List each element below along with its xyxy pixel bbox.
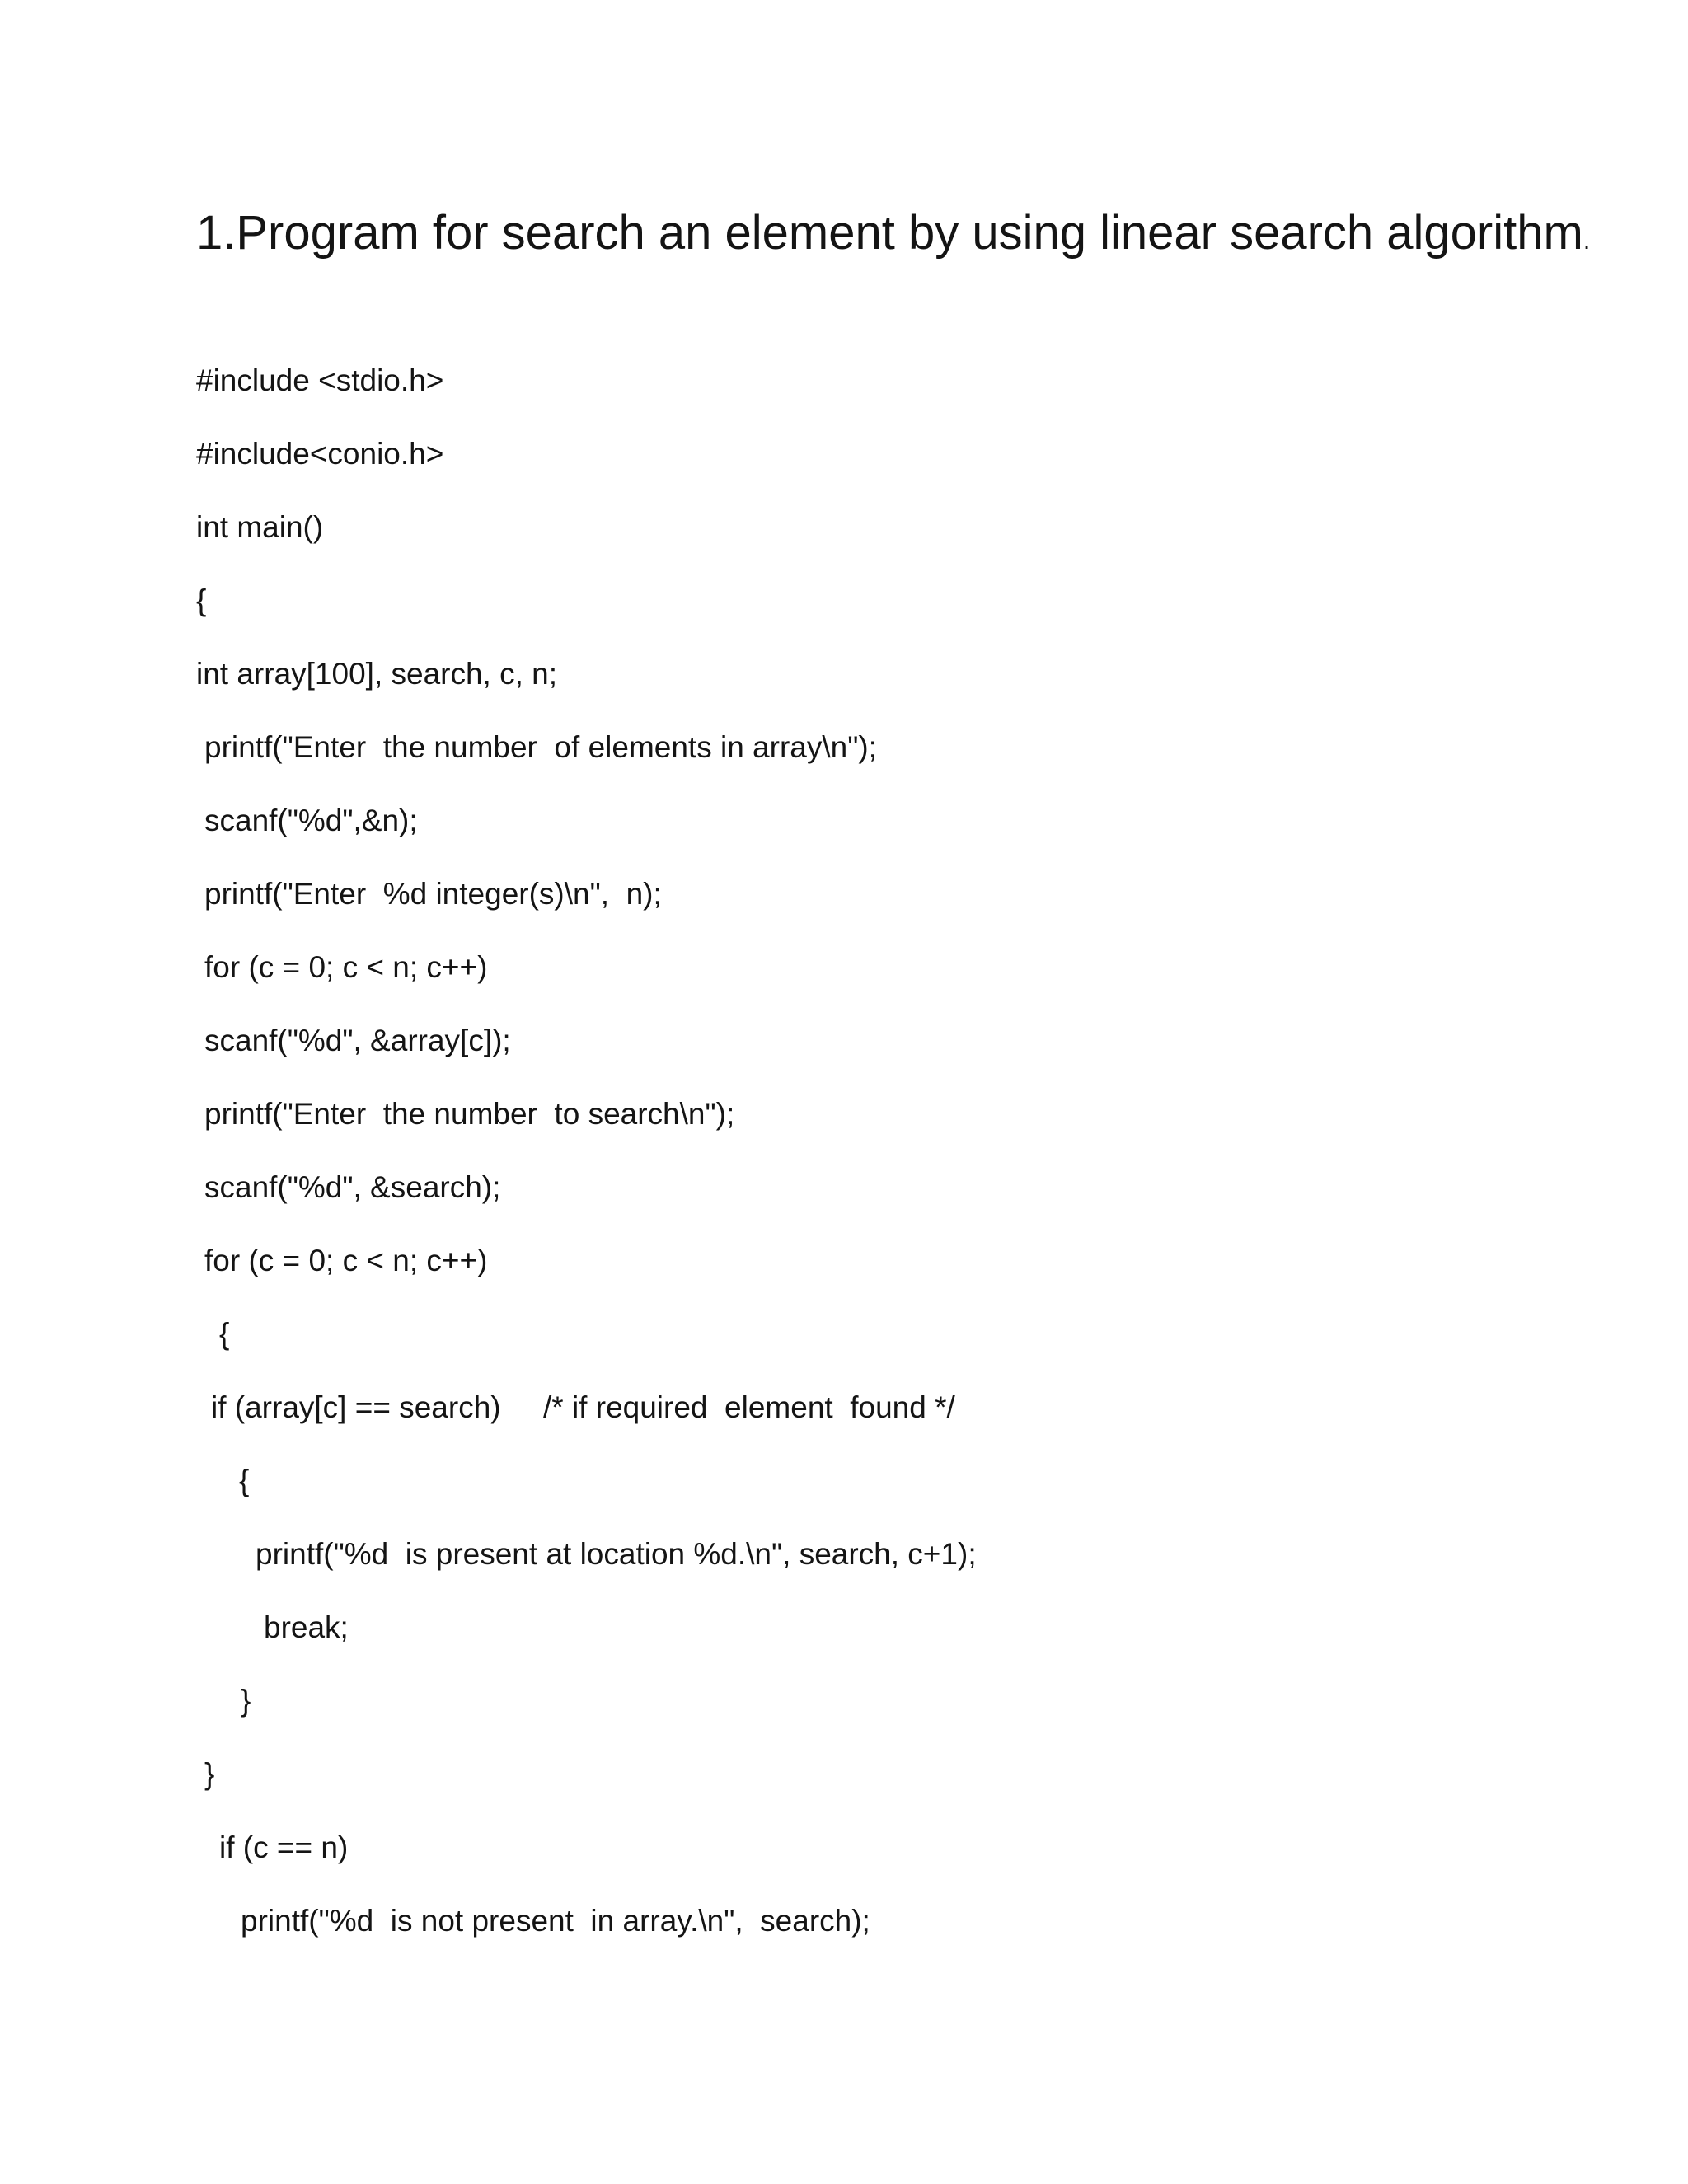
code-line: int main()	[196, 510, 324, 544]
code-line: #include <stdio.h>	[196, 363, 444, 397]
code-line: {	[219, 1317, 230, 1351]
code-line: printf("%d is not present in array.\n", search);	[241, 1904, 870, 1938]
code-line: printf("Enter the number of elements in array\n");	[204, 730, 877, 764]
program-title	[196, 198, 1597, 277]
code-line: {	[196, 583, 207, 617]
program-title-period: .	[1582, 227, 1591, 255]
code-line: int array[100], search, c, n;	[196, 657, 558, 691]
code-line: for (c = 0; c < n; c++)	[204, 950, 488, 984]
code-line: scanf("%d", &array[c]);	[204, 1024, 511, 1057]
program-title-text: 1.Program for search an element by using linear search algorithm	[196, 206, 1583, 260]
code-line: scanf("%d",&n);	[204, 804, 418, 837]
code-line: }	[241, 1684, 251, 1718]
code-line: if (array[c] == search) /* if required element found */	[211, 1390, 955, 1424]
code-line: break;	[264, 1610, 349, 1644]
code-line: printf("%d is present at location %d.\n", search, c+1);	[256, 1537, 977, 1571]
code-line: for (c = 0; c < n; c++)	[204, 1244, 488, 1277]
code-line: if (c == n)	[219, 1830, 349, 1864]
code-line: #include<conio.h>	[196, 437, 444, 471]
code-line: printf("Enter %d integer(s)\n", n);	[204, 877, 662, 911]
code-line: printf("Enter the number to search\n");	[204, 1097, 735, 1131]
code-line: {	[239, 1464, 250, 1497]
code-line: scanf("%d", &search);	[204, 1170, 501, 1204]
code-line: }	[204, 1757, 215, 1791]
